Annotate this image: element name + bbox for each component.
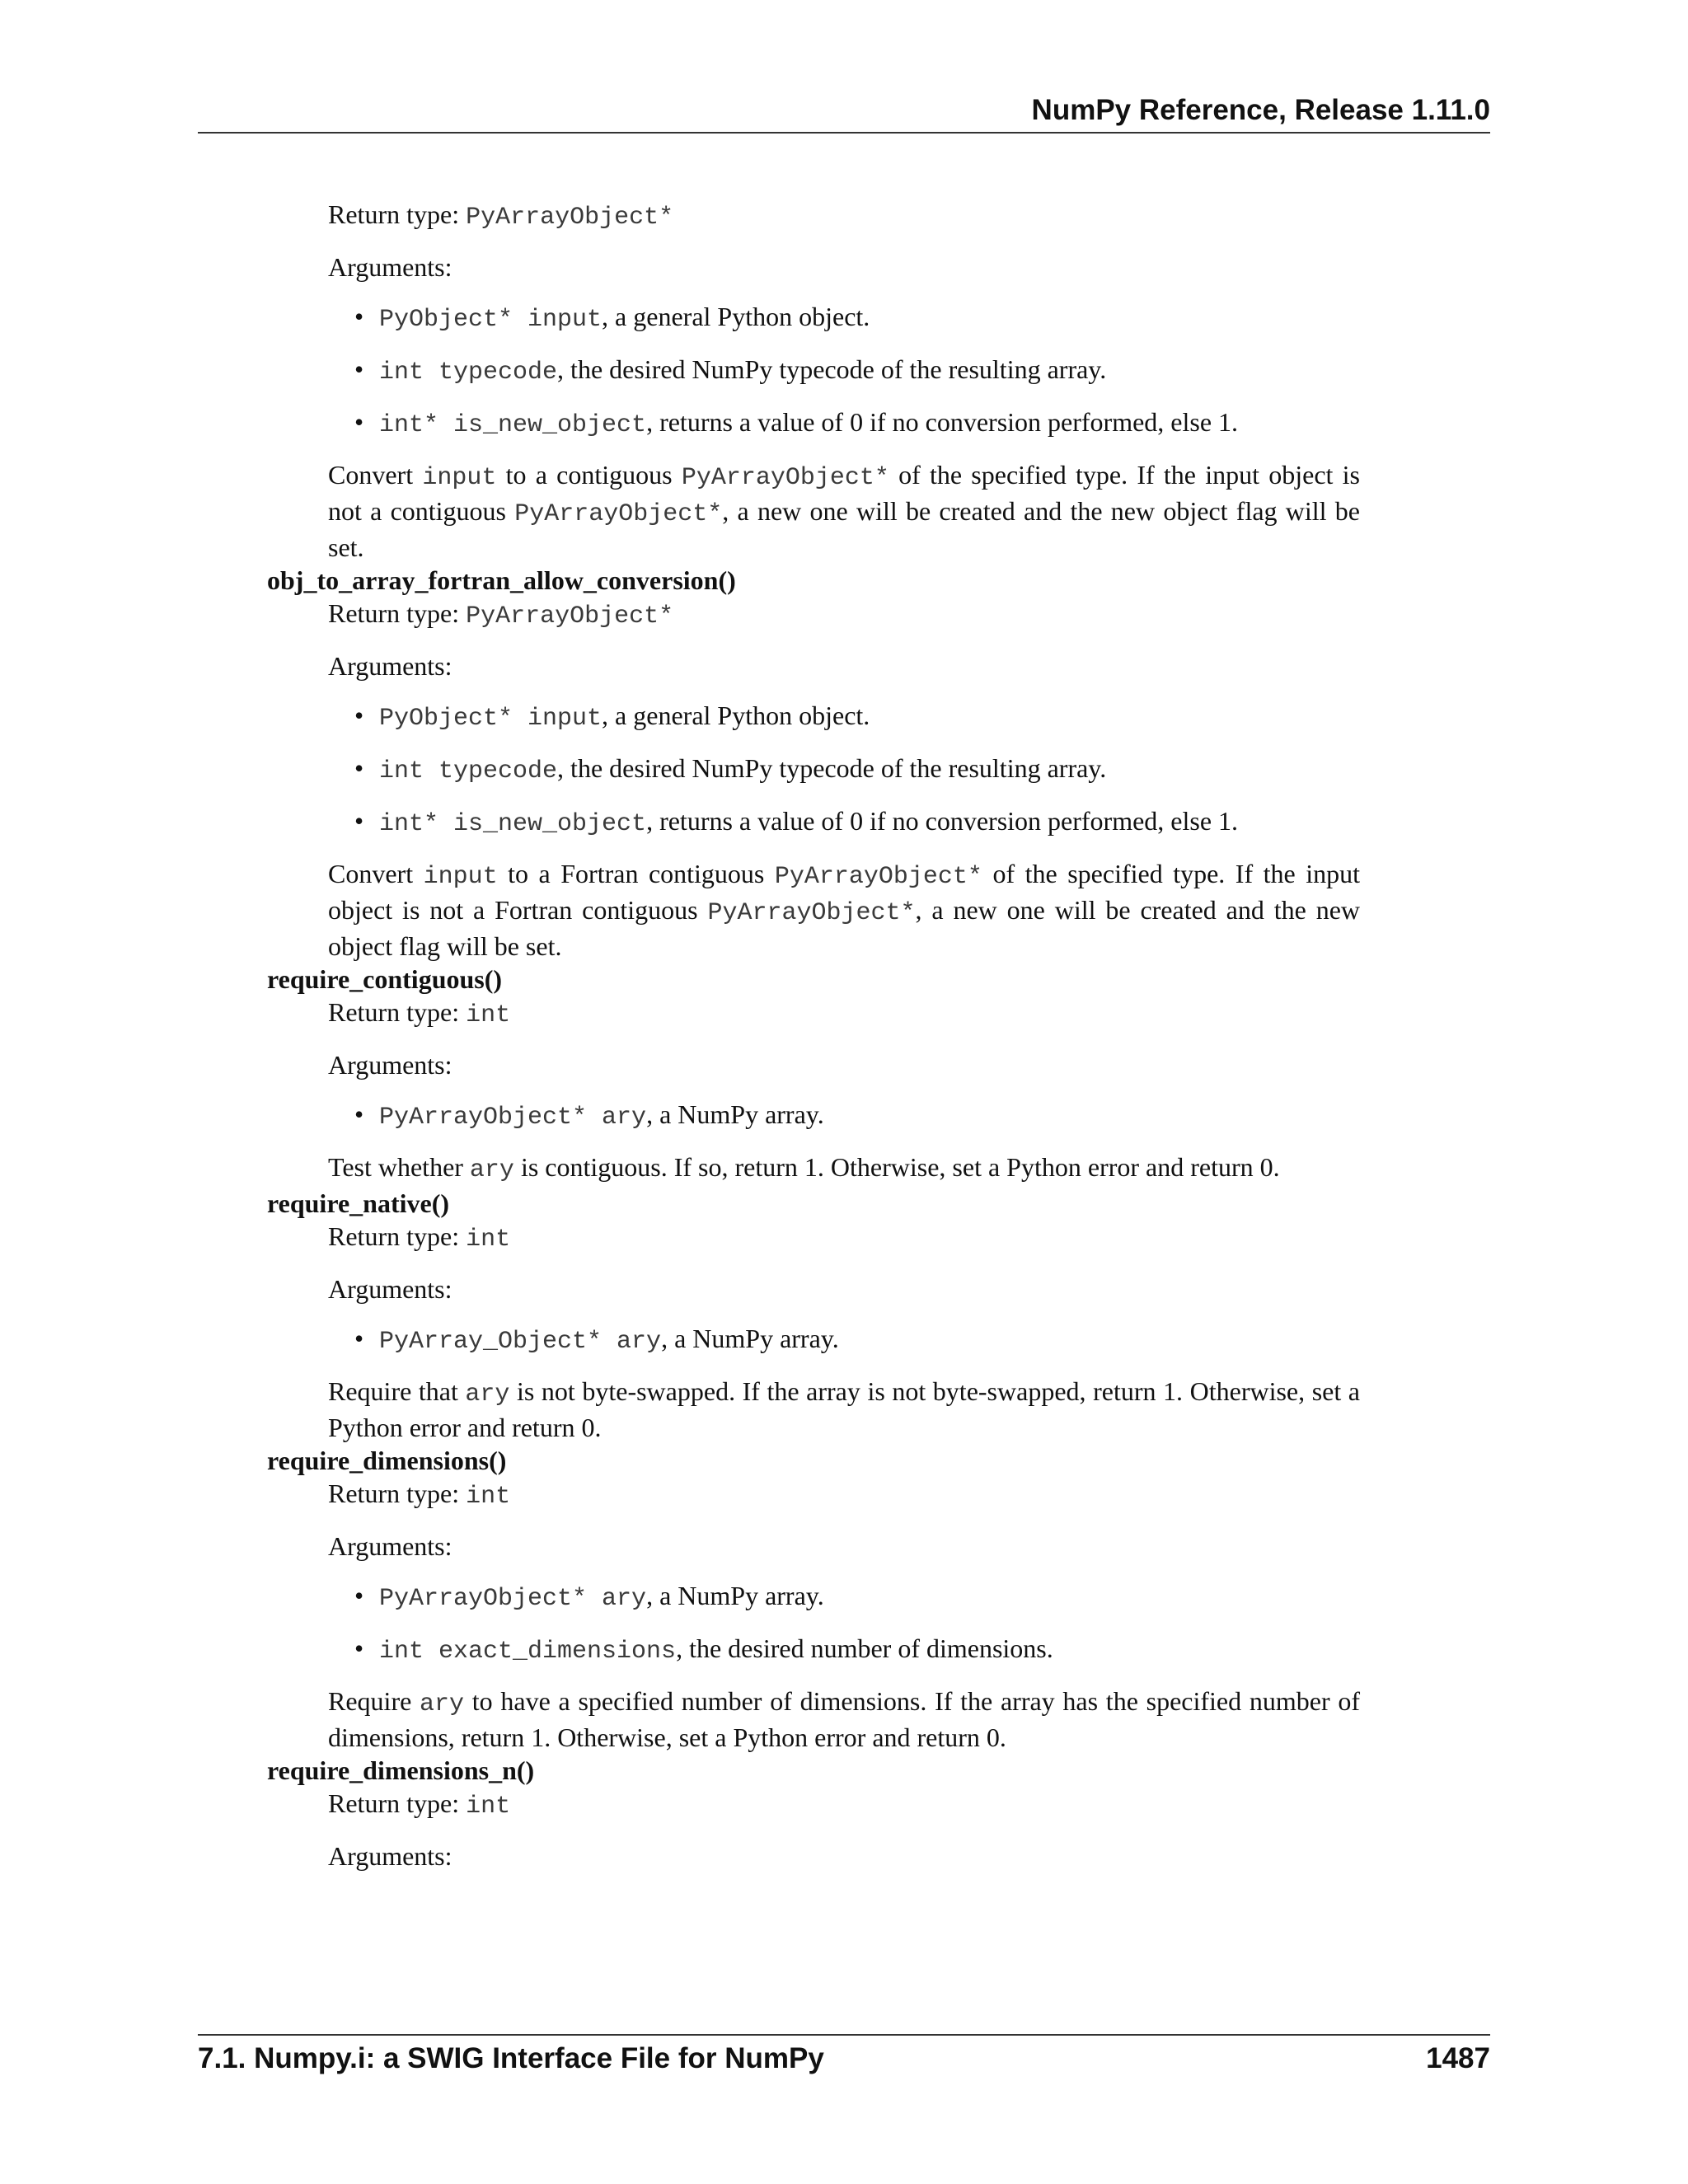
bullet-icon: • xyxy=(354,1099,364,1129)
header-title: NumPy Reference, Release 1.11.0 xyxy=(1031,94,1490,126)
desc-code: ary xyxy=(420,1690,465,1718)
description xyxy=(328,1685,1360,1754)
running-footer xyxy=(198,2034,1490,2085)
return-type-value: PyArrayObject* xyxy=(466,204,674,232)
return-type-label: Return type: xyxy=(328,1479,467,1508)
desc-text: is contiguous. If so, return 1. Otherwise, set a Python error and return 0. xyxy=(513,1152,1280,1182)
return-type-value: int xyxy=(466,1483,511,1511)
argument-text: , a general Python object. xyxy=(602,302,870,331)
arguments-label: Arguments: xyxy=(328,1050,452,1080)
bullet-icon: • xyxy=(354,806,364,836)
desc-code: ary xyxy=(469,1156,514,1184)
return-type-label: Return type: xyxy=(328,1788,467,1818)
running-header xyxy=(198,89,1490,134)
argument-code: int typecode xyxy=(379,359,558,387)
arguments-label: Arguments: xyxy=(328,1274,452,1304)
description xyxy=(328,857,1360,963)
desc-text: Convert xyxy=(328,460,423,490)
argument-code: PyArrayObject* ary xyxy=(379,1585,647,1613)
desc-text: Convert xyxy=(328,859,424,888)
argument-list xyxy=(328,1322,1360,1358)
argument-code: PyArrayObject* ary xyxy=(379,1104,647,1132)
desc-text: , a new one will be created and the new object flag will be set. xyxy=(328,496,1361,562)
description xyxy=(328,1375,1360,1444)
bullet-icon: • xyxy=(354,302,364,331)
function-block xyxy=(198,996,1360,1187)
argument-code: PyObject* input xyxy=(379,306,603,334)
argument-item xyxy=(328,353,1360,389)
return-type-line xyxy=(328,1787,1360,1823)
desc-code: PyArrayObject* xyxy=(707,899,916,927)
function-name: require_dimensions_n() xyxy=(267,1755,535,1785)
function-name: require_dimensions() xyxy=(267,1446,507,1475)
function-name: require_native() xyxy=(267,1188,449,1218)
desc-code: input xyxy=(423,863,498,891)
argument-list xyxy=(328,699,1360,841)
bullet-icon: • xyxy=(354,1324,364,1353)
function-name: require_contiguous() xyxy=(267,964,503,994)
desc-text: to a Fortran contiguous xyxy=(497,859,775,888)
argument-text: , the desired NumPy typecode of the resulting array. xyxy=(557,354,1107,384)
function-name: obj_to_array_fortran_allow_conversion() xyxy=(267,565,736,595)
argument-text: , returns a value of 0 if no conversion performed, else 1. xyxy=(646,407,1239,437)
argument-code: int* is_new_object xyxy=(379,411,647,439)
return-type-label: Return type: xyxy=(328,199,467,229)
desc-code: PyArrayObject* xyxy=(681,464,889,492)
argument-item xyxy=(328,699,1360,735)
argument-item xyxy=(328,1579,1360,1615)
desc-text: Require that xyxy=(328,1376,466,1406)
arguments-label: Arguments: xyxy=(328,1841,452,1871)
return-type-line xyxy=(328,1477,1360,1513)
argument-text: , returns a value of 0 if no conversion performed, else 1. xyxy=(646,806,1239,836)
return-type-value: int xyxy=(466,1793,511,1821)
function-block xyxy=(198,597,1360,963)
argument-code: PyArray_Object* ary xyxy=(379,1328,662,1356)
desc-text: to have a specified number of dimensions. If the array has the specified number of dimensions, return 1. Otherwise, set a Python error and return 0. xyxy=(328,1686,1361,1752)
argument-text: , a NumPy array. xyxy=(646,1099,824,1129)
desc-code: PyArrayObject* xyxy=(774,863,982,891)
argument-code: int typecode xyxy=(379,757,558,785)
bullet-icon: • xyxy=(354,354,364,384)
arguments-label: Arguments: xyxy=(328,651,452,681)
description xyxy=(328,1151,1360,1187)
return-type-line xyxy=(328,198,1360,234)
return-type-value: int xyxy=(466,1226,511,1254)
return-type-label: Return type: xyxy=(328,598,467,628)
return-type-value: int xyxy=(466,1001,511,1029)
desc-text: to a contiguous xyxy=(496,460,682,490)
return-type-line xyxy=(328,597,1360,633)
argument-list xyxy=(328,1098,1360,1134)
footer-section: 7.1. Numpy.i: a SWIG Interface File for NumPy xyxy=(198,2042,824,2074)
argument-item xyxy=(328,1098,1360,1134)
return-type-value: PyArrayObject* xyxy=(466,602,674,630)
argument-text: , a NumPy array. xyxy=(661,1324,839,1353)
bullet-icon: • xyxy=(354,1633,364,1663)
bullet-icon: • xyxy=(354,701,364,730)
argument-item xyxy=(328,804,1360,841)
arguments-label: Arguments: xyxy=(328,1531,452,1561)
bullet-icon: • xyxy=(354,1581,364,1610)
argument-item xyxy=(328,1322,1360,1358)
desc-text: Require xyxy=(328,1686,420,1716)
argument-item xyxy=(328,405,1360,442)
argument-item xyxy=(328,1632,1360,1668)
argument-text: , a NumPy array. xyxy=(646,1581,824,1610)
argument-item xyxy=(328,752,1360,788)
desc-text: , a new one will be created and the new object flag will be set. xyxy=(328,895,1361,961)
return-type-line xyxy=(328,996,1360,1032)
return-type-label: Return type: xyxy=(328,997,467,1027)
page-number: 1487 xyxy=(1426,2042,1490,2074)
return-type-line xyxy=(328,1220,1360,1256)
return-type-label: Return type: xyxy=(328,1221,467,1251)
intro-block xyxy=(198,198,1360,564)
argument-code: PyObject* input xyxy=(379,705,603,733)
argument-text: , the desired number of dimensions. xyxy=(676,1633,1053,1663)
argument-list xyxy=(328,300,1360,442)
desc-code: input xyxy=(422,464,497,492)
argument-text: , the desired NumPy typecode of the resulting array. xyxy=(557,753,1107,783)
function-list xyxy=(198,564,1368,1872)
argument-code: int exact_dimensions xyxy=(379,1638,677,1666)
desc-text: of the specified type. If the input object is not a Fortran contiguous xyxy=(328,859,1361,925)
desc-text: Test whether xyxy=(328,1152,470,1182)
arguments-label: Arguments: xyxy=(328,252,452,282)
bullet-icon: • xyxy=(354,753,364,783)
desc-text: is not byte-swapped. If the array is not byte-swapped, return 1. Otherwise, set a Python error and return 0. xyxy=(328,1376,1360,1442)
function-block xyxy=(198,1787,1360,1872)
desc-text: of the specified type. If the input object is not a contiguous xyxy=(328,460,1361,526)
description xyxy=(328,458,1360,564)
argument-list xyxy=(328,1579,1360,1668)
bullet-icon: • xyxy=(354,407,364,437)
desc-code: PyArrayObject* xyxy=(514,500,723,528)
function-block xyxy=(198,1220,1360,1444)
argument-code: int* is_new_object xyxy=(379,810,647,838)
argument-item xyxy=(328,300,1360,336)
argument-text: , a general Python object. xyxy=(602,701,870,730)
function-block xyxy=(198,1477,1360,1754)
page-content xyxy=(198,198,1368,1889)
desc-code: ary xyxy=(465,1380,510,1408)
